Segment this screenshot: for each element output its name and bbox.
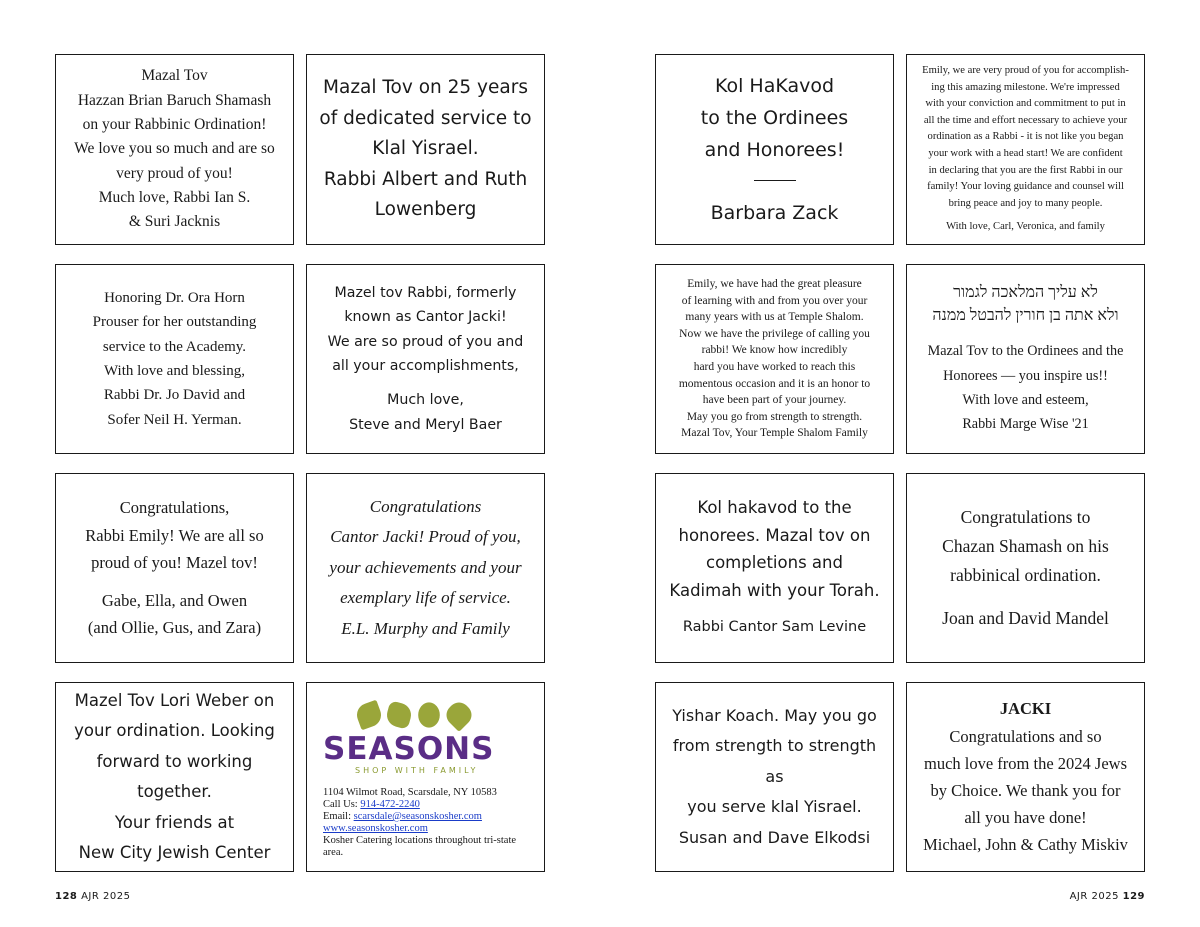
card-line: Kadimah with your Torah. bbox=[669, 580, 880, 600]
card-temple-shalom-family bbox=[655, 264, 894, 454]
card-line: Michael, John & Cathy Miskiv bbox=[923, 835, 1128, 855]
card-line: rabbinical ordination. bbox=[950, 565, 1101, 585]
card-line: from strength to strength as bbox=[672, 736, 877, 786]
card-line: by Choice. We thank you for bbox=[930, 781, 1121, 800]
card-line: all the time and effort necessary to achieve your bbox=[923, 114, 1128, 126]
seasons-contact-block bbox=[323, 787, 534, 859]
card-line: with your conviction and commitment to put in bbox=[925, 98, 1126, 110]
card-line: Congratulations to bbox=[960, 507, 1091, 527]
apple-icon bbox=[418, 702, 440, 727]
card-line: exemplary life of service. bbox=[340, 588, 511, 608]
card-line: have been part of your journey. bbox=[702, 394, 847, 407]
card-line: Much love, Rabbi Ian S. bbox=[98, 188, 251, 206]
card-heading: JACKI bbox=[999, 699, 1052, 719]
card-yishar-koach-elkodsi bbox=[655, 682, 894, 872]
card-line: E.L. Murphy and Family bbox=[341, 618, 510, 638]
seasons-advertisement bbox=[306, 682, 545, 872]
page-folio-left bbox=[55, 891, 130, 902]
card-line: Cantor Jacki! Proud of you, bbox=[330, 527, 521, 547]
divider-rule bbox=[754, 180, 796, 181]
card-jacki-2024-jews-by-choice bbox=[906, 682, 1145, 872]
card-line: We love you so much and are so bbox=[74, 140, 275, 158]
page-number: 128 bbox=[55, 891, 78, 902]
card-closing: Rabbi Cantor Sam Levine bbox=[682, 619, 867, 636]
seasons-phone-row bbox=[323, 799, 534, 811]
card-line: Mazal Tov bbox=[141, 67, 208, 85]
card-line: you serve klal Yisrael. bbox=[687, 797, 862, 817]
card-line: Sofer Neil H. Yerman. bbox=[107, 411, 242, 428]
card-line: all you have done! bbox=[964, 808, 1087, 828]
page-folio-right bbox=[1070, 891, 1145, 902]
card-line: Emily, we have had the great pleasure bbox=[687, 278, 862, 291]
card-line: bring peace and joy to many people. bbox=[948, 197, 1103, 209]
card-line: Klal Yisrael. bbox=[372, 138, 479, 160]
card-line: forward to working together. bbox=[96, 751, 253, 801]
card-line: Rabbi Dr. Jo David and bbox=[103, 387, 246, 404]
card-line: Congratulations bbox=[369, 496, 482, 516]
card-line: Honorees — you inspire us!! bbox=[943, 367, 1108, 384]
grape-leaf-icon bbox=[354, 700, 385, 731]
card-closing: Gabe, Ella, and Owen bbox=[101, 590, 248, 610]
card-line: Kol hakavod to the bbox=[697, 498, 852, 518]
card-line: Kol HaKavod bbox=[714, 75, 835, 97]
card-line: Hazzan Brian Baruch Shamash bbox=[77, 91, 272, 109]
seasons-catering-note: Kosher Catering locations throughout tri-state area. bbox=[323, 835, 517, 858]
bread-icon bbox=[384, 700, 413, 729]
card-closing: Much love, bbox=[387, 392, 464, 409]
seasons-email-row bbox=[323, 811, 534, 823]
card-line: service to the Academy. bbox=[102, 338, 247, 355]
card-line: Congratulations, bbox=[119, 498, 230, 518]
card-line: of dedicated service to bbox=[319, 107, 532, 129]
card-mazal-tov-hazzan-shamash bbox=[55, 54, 294, 245]
seasons-address: 1104 Wilmot Road, Scarsdale, NY 10583 bbox=[323, 787, 497, 798]
card-line: honorees. Mazal tov on bbox=[678, 525, 871, 545]
card-congratulations-cantor-jacki bbox=[306, 473, 545, 663]
email-label: Email: bbox=[323, 811, 354, 822]
leaf-icon bbox=[442, 698, 476, 732]
card-line: Honoring Dr. Ora Horn bbox=[104, 290, 245, 307]
card-line: very proud of you! bbox=[116, 164, 233, 182]
card-line: Mazal Tov to the Ordinees and the bbox=[927, 343, 1124, 360]
card-line: momentous occasion and it is an honor to bbox=[678, 377, 871, 390]
card-closing: New City Jewish Center bbox=[78, 843, 271, 862]
card-line: With love and blessing, bbox=[103, 363, 246, 379]
card-line: to the Ordinees bbox=[700, 107, 849, 129]
card-line: hard you have worked to reach this bbox=[693, 361, 856, 373]
card-honoring-dr-ora-horn bbox=[55, 264, 294, 454]
card-line: With love and esteem, bbox=[962, 392, 1089, 408]
card-line: all your accomplishments, bbox=[332, 358, 519, 374]
card-line: in declaring that you are the first Rabbi in our bbox=[928, 164, 1123, 176]
card-line: on your Rabbinic Ordination! bbox=[82, 116, 267, 134]
hebrew-verse-line: לא עליך המלאכה לגמור bbox=[953, 284, 1098, 302]
card-line: May you go from strength to strength. bbox=[686, 410, 863, 423]
card-line: Mazal Tov on 25 years bbox=[323, 77, 528, 99]
card-line: Rabbi Emily! We are all so bbox=[85, 525, 264, 545]
card-line: known as Cantor Jacki! bbox=[344, 309, 507, 326]
hebrew-verse-line: ולא אתה בן חורין להבטל ממנה bbox=[932, 307, 1119, 325]
card-line: Chazan Shamash on his bbox=[942, 536, 1109, 556]
card-line: your work with a head start! We are confident bbox=[928, 148, 1123, 159]
card-line: proud of you! Mazel tov! bbox=[91, 553, 258, 573]
page-number: 129 bbox=[1122, 891, 1145, 902]
card-congratulations-rabbi-emily bbox=[55, 473, 294, 663]
publication-label: AJR 2025 bbox=[1069, 891, 1119, 902]
card-line: ordination as a Rabbi - it is not like you began bbox=[927, 131, 1124, 143]
card-mazel-tov-rabbi-jacki bbox=[306, 264, 545, 454]
card-line: and Honorees! bbox=[704, 139, 845, 161]
card-closing: With love, Carl, Veronica, and family bbox=[946, 221, 1105, 233]
card-line: Yishar Koach. May you go bbox=[672, 705, 877, 725]
card-line: much love from the 2024 Jews bbox=[923, 753, 1127, 773]
card-line: Susan and Dave Elkodsi bbox=[678, 827, 871, 847]
card-kol-hakavod-barbara-zack bbox=[655, 54, 894, 245]
card-line: We are so proud of you and bbox=[327, 333, 524, 350]
email-link[interactable]: scarsdale@seasonskosher.com bbox=[353, 811, 482, 822]
card-line: Rabbi Marge Wise '21 bbox=[962, 416, 1089, 433]
card-line: Lowenberg bbox=[374, 199, 477, 221]
phone-label: Call Us: bbox=[323, 799, 361, 810]
card-rabbi-marge-wise bbox=[906, 264, 1145, 454]
card-line: Rabbi Albert and Ruth bbox=[323, 168, 528, 190]
card-line: Now we have the privilege of calling you bbox=[679, 327, 870, 340]
card-line: completions and bbox=[706, 553, 843, 573]
card-line: Emily, we are very proud of you for accomplish- bbox=[922, 65, 1129, 77]
card-closing: Steve and Meryl Baer bbox=[349, 416, 502, 433]
card-line: many years with us at Temple Shalom. bbox=[685, 311, 864, 324]
phone-link[interactable]: 914-472-2240 bbox=[360, 799, 420, 810]
card-closing: Your friends at bbox=[114, 812, 235, 832]
seasons-logo-icons bbox=[357, 703, 471, 727]
seasons-tagline: SHOP WITH FAMILY bbox=[355, 766, 479, 775]
publication-label: AJR 2025 bbox=[81, 891, 131, 902]
card-mazel-tov-lori-weber bbox=[55, 682, 294, 872]
card-line: Mazel tov Rabbi, formerly bbox=[334, 285, 517, 302]
card-line: ing this amazing milestone. We're impressed bbox=[931, 81, 1120, 93]
seasons-brand-name: SEASONS bbox=[323, 731, 495, 767]
card-line: of learning with and from you over your bbox=[681, 294, 868, 307]
card-line: Congratulations and so bbox=[949, 726, 1102, 746]
card-kol-hakavod-sam-levine bbox=[655, 473, 894, 663]
card-emily-proud-carl-veronica bbox=[906, 54, 1145, 245]
card-line: family! Your loving guidance and counsel will bbox=[927, 181, 1124, 193]
card-mazal-tov-25-years bbox=[306, 54, 545, 245]
card-closing: Joan and David Mandel bbox=[942, 608, 1109, 628]
card-line: Prouser for her outstanding bbox=[92, 314, 257, 331]
card-chazan-shamash-mandel bbox=[906, 473, 1145, 663]
card-closing: Barbara Zack bbox=[710, 202, 839, 224]
card-line: your ordination. Looking bbox=[74, 721, 275, 740]
card-line: Mazal Tov, Your Temple Shalom Family bbox=[681, 427, 868, 440]
card-line: Mazel Tov Lori Weber on bbox=[74, 690, 275, 710]
card-line: & Suri Jacknis bbox=[128, 213, 221, 231]
card-line: rabbi! We know how incredibly bbox=[701, 344, 848, 357]
card-line: your achievements and your bbox=[329, 557, 522, 577]
website-link[interactable]: www.seasonskosher.com bbox=[323, 823, 428, 834]
card-closing: (and Ollie, Gus, and Zara) bbox=[87, 618, 262, 638]
